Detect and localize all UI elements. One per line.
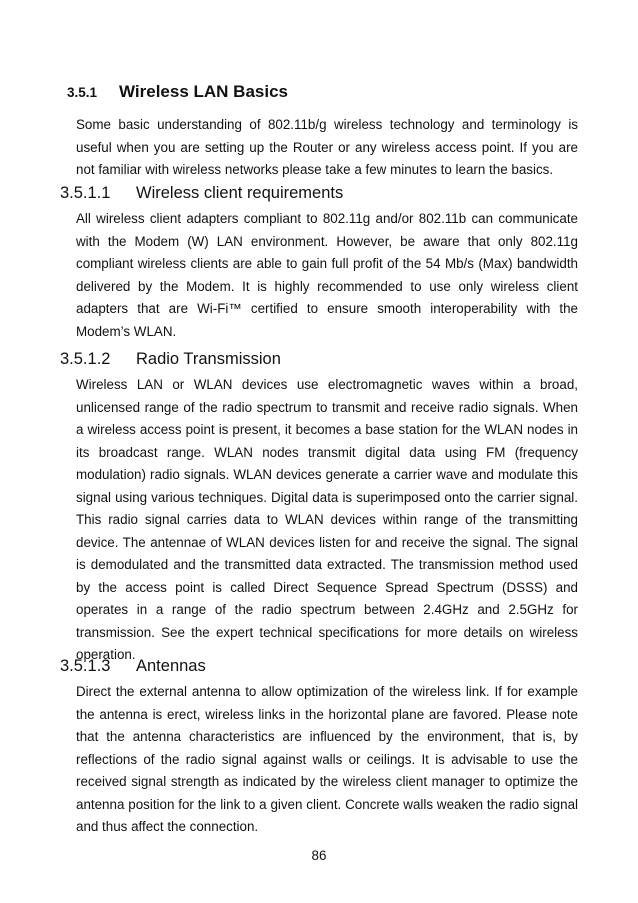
heading-3-5-1 [67,80,288,102]
heading-number: 3.5.1.2 [60,350,111,368]
heading-3-5-1-2 [60,350,281,369]
heading-number: 3.5.1.1 [60,184,111,202]
paragraph-wireless-client-requirements: All wireless client adapters compliant to 802.11g and/or 802.11b can communicate with the Modem (W) LAN environment. However, be aware that only 802.11g compliant wireless clients are able to gain full profit of the 54 Mb/s (Max) bandwidth delivered by the Modem. It is highly recommended to use only wireless client adapters that are Wi-Fi™ certified to ensure smooth interoperability with the Modem’s WLAN. [76,211,578,339]
paragraph-wireless-lan-basics: Some basic understanding of 802.11b/g wireless technology and terminology is useful when you are setting up the Router or any wireless access point. If you are not familiar with wireless networks please take a few minutes to learn the basics. [76,117,578,177]
heading-title: Wireless LAN Basics [119,82,288,101]
paragraph-radio-transmission: Wireless LAN or WLAN devices use electromagnetic waves within a broad, unlicensed range of the radio spectrum to transmit and receive radio signals. When a wireless access point is present, it becomes a base station for the WLAN nodes in its broadcast range. WLAN nodes transmit digital data using FM (frequency modulation) radio signals. WLAN devices generate a carrier wave and modulate this signal using various techniques. Digital data is superimposed onto the carrier signal. This radio signal carries data to WLAN devices within range of the transmitting device. The antennae of WLAN devices listen for and receive the signal. The signal is demodulated and the transmitted data extracted. The transmission method used by the access point is called Direct Sequence Spread Spectrum (DSSS) and operates in a range of the radio spectrum between 2.4GHz and 2.5GHz for transmission. See the expert technical specifications for more details on wireless operation. [76,377,578,662]
page-number: 86 [311,848,327,863]
heading-number: 3.5.1 [67,85,98,100]
heading-number: 3.5.1.3 [60,657,111,675]
heading-title: Antennas [136,657,206,675]
heading-3-5-1-1 [60,184,343,203]
heading-title: Wireless client requirements [136,184,344,202]
heading-3-5-1-3 [60,657,206,676]
paragraph-antennas: Direct the external antenna to allow optimization of the wireless link. If for example the antenna is erect, wireless links in the horizontal plane are favored. Please note that the antenna characteristics are influenced by the environment, that is, by reflections of the radio signal against walls or ceilings. It is advisable to use the received signal strength as indicated by the wireless client manager to optimize the antenna position for the link to a given client. Concrete walls weaken the radio signal and thus affect the connection. [76,684,578,834]
heading-title: Radio Transmission [136,350,281,368]
